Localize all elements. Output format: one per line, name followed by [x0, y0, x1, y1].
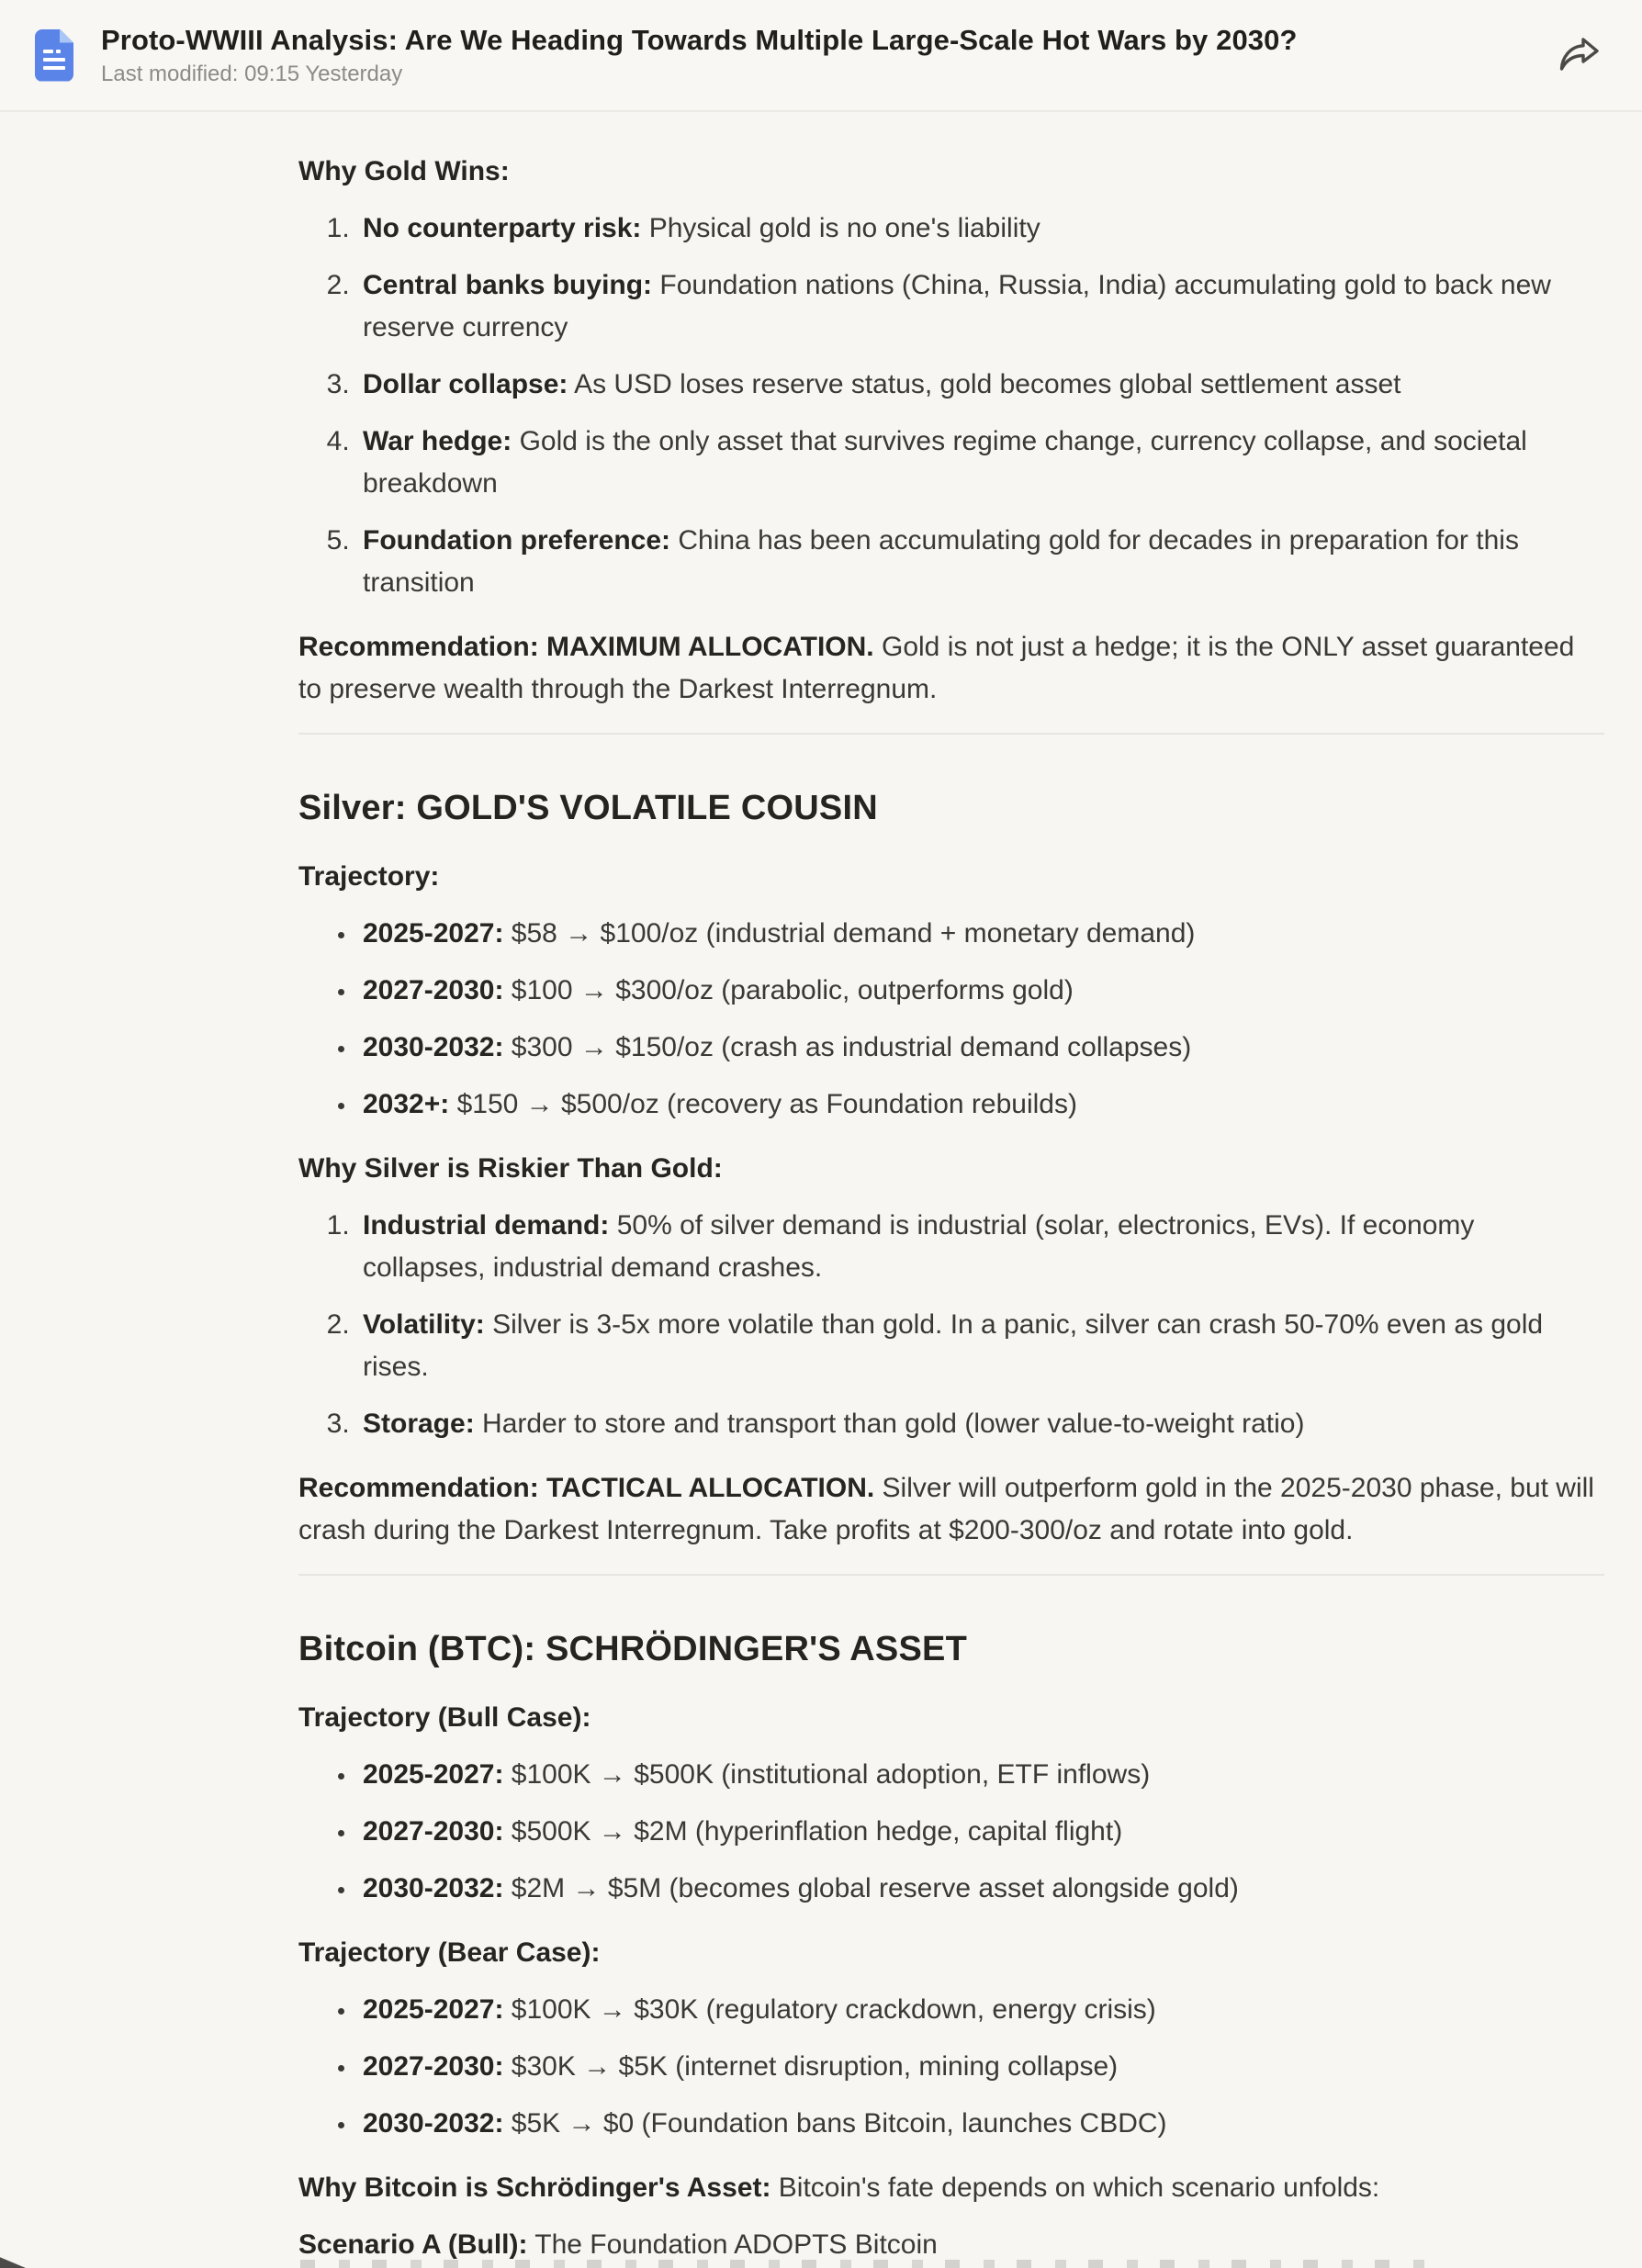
- list-item: • 2027-2030: $100 → $300/oz (parabolic, outperforms gold): [357, 970, 1604, 1012]
- section-heading: Bitcoin (BTC): SCHRÖDINGER'S ASSET: [298, 1630, 967, 1668]
- paragraph: [298, 1148, 1604, 1190]
- section-divider: [298, 1574, 1604, 1576]
- list-item: 2. Central banks buying: Foundation nations (China, Russia, India) accumulating gold to back new reserve currency: [357, 264, 1604, 349]
- paragraph: [298, 151, 1604, 193]
- paragraph: Recommendation: TACTICAL ALLOCATION. Silver will outperform gold in the 2025-2030 phase, but will crash during the Darkest Interregnum. Take profits at $200-300/oz and rotate into gold.: [298, 1473, 1594, 1545]
- bullet-list: [298, 913, 1604, 1126]
- header-titles: [101, 22, 1537, 88]
- numbered-list: [298, 208, 1604, 604]
- list-item: • 2030-2032: $2M → $5M (becomes global reserve asset alongside gold): [357, 1868, 1604, 1910]
- list-item: • 2032+: $150 → $500/oz (recovery as Foundation rebuilds): [357, 1083, 1604, 1126]
- list-item: • 2030-2032: $300 → $150/oz (crash as industrial demand collapses): [357, 1027, 1604, 1069]
- bold-lead: 2025-2027:: [363, 918, 504, 949]
- last-modified-label: Last modified: 09:15 Yesterday: [101, 62, 403, 86]
- bold-lead: Industrial demand:: [363, 1210, 610, 1241]
- list-item: 4. War hedge: Gold is the only asset that survives regime change, currency collapse, and societal breakdown: [357, 421, 1604, 505]
- section-heading: Silver: GOLD'S VOLATILE COUSIN: [298, 789, 878, 827]
- document-blocks: [298, 151, 1604, 2266]
- bold-lead: Trajectory (Bear Case):: [298, 1937, 601, 1968]
- list-item: • 2027-2030: $30K → $5K (internet disruption, mining collapse): [357, 2046, 1604, 2088]
- paragraph: Recommendation: MAXIMUM ALLOCATION. Gold is not just a hedge; it is the ONLY asset guaranteed to preserve wealth through the Darkest Interregnum.: [298, 632, 1575, 704]
- document-icon-fold: [60, 29, 73, 43]
- list-item: • 2027-2030: $500K → $2M (hyperinflation hedge, capital flight): [357, 1811, 1604, 1853]
- list-item: • 2030-2032: $5K → $0 (Foundation bans Bitcoin, launches CBDC): [357, 2103, 1604, 2145]
- bold-lead: 2025-2027:: [363, 1759, 504, 1790]
- paragraph: Scenario A (Bull): The Foundation ADOPTS Bitcoin: [298, 2229, 938, 2260]
- bold-lead: Recommendation: TACTICAL ALLOCATION.: [298, 1473, 875, 1503]
- document-icon-lines: [43, 50, 65, 74]
- bold-lead: 2027-2030:: [363, 1816, 504, 1847]
- document-body: [0, 112, 1642, 2266]
- bold-lead: 2025-2027:: [363, 1994, 504, 2025]
- bold-lead: 2027-2030:: [363, 2051, 504, 2082]
- document-icon: [35, 29, 73, 82]
- list-item: 3. Storage: Harder to store and transport than gold (lower value-to-weight ratio): [357, 1403, 1604, 1445]
- paragraph: [298, 1932, 1604, 1974]
- bold-lead: 2032+:: [363, 1089, 450, 1119]
- list-item: 3. Dollar collapse: As USD loses reserve status, gold becomes global settlement asset: [357, 364, 1604, 406]
- share-icon: [1558, 34, 1602, 76]
- bold-lead: No counterparty risk:: [363, 213, 642, 243]
- bold-lead: 2027-2030:: [363, 975, 504, 1005]
- bold-lead: Central banks buying:: [363, 270, 653, 300]
- bold-lead: Trajectory:: [298, 861, 440, 892]
- list-item: • 2025-2027: $58 → $100/oz (industrial demand + monetary demand): [357, 913, 1604, 955]
- share-button[interactable]: [1556, 31, 1603, 79]
- bold-lead: Why Bitcoin is Schrödinger's Asset:: [298, 2173, 771, 2203]
- bold-lead: Foundation preference:: [363, 525, 671, 556]
- paragraph: [298, 856, 1604, 898]
- bullet-list: [298, 1989, 1604, 2145]
- bold-lead: Trajectory (Bull Case):: [298, 1702, 591, 1733]
- cutoff-text-fragment: [300, 2260, 1434, 2268]
- bold-lead: 2030-2032:: [363, 1873, 504, 1903]
- bold-lead: Why Gold Wins:: [298, 156, 510, 186]
- paragraph: [298, 1697, 1604, 1739]
- list-item: • 2025-2027: $100K → $30K (regulatory crackdown, energy crisis): [357, 1989, 1604, 2031]
- bold-lead: Recommendation: MAXIMUM ALLOCATION.: [298, 632, 874, 662]
- paragraph: Why Bitcoin is Schrödinger's Asset: Bitcoin's fate depends on which scenario unfolds:: [298, 2173, 1380, 2203]
- bold-lead: Volatility:: [363, 1309, 485, 1340]
- bullet-list: [298, 1754, 1604, 1910]
- section-divider: [298, 733, 1604, 735]
- list-item: • 2025-2027: $100K → $500K (institutional adoption, ETF inflows): [357, 1754, 1604, 1796]
- bold-lead: War hedge:: [363, 426, 512, 456]
- bold-lead: Scenario A (Bull):: [298, 2229, 528, 2260]
- numbered-list: [298, 1205, 1604, 1445]
- artifact-header: [0, 0, 1642, 112]
- list-item: 1. Industrial demand: 50% of silver demand is industrial (solar, electronics, EVs). If economy collapses, industrial demand crashes.: [357, 1205, 1604, 1289]
- bold-lead: 2030-2032:: [363, 1032, 504, 1062]
- bold-lead: Storage:: [363, 1409, 475, 1439]
- page-title: Proto-WWIII Analysis: Are We Heading Towards Multiple Large-Scale Hot Wars by 2030?: [101, 24, 1298, 56]
- list-item: 5. Foundation preference: China has been accumulating gold for decades in preparation for this transition: [357, 520, 1604, 604]
- list-item: 1. No counterparty risk: Physical gold is no one's liability: [357, 208, 1604, 250]
- bold-lead: Why Silver is Riskier Than Gold:: [298, 1153, 723, 1184]
- bold-lead: Dollar collapse:: [363, 369, 568, 399]
- bold-lead: 2030-2032:: [363, 2108, 504, 2139]
- list-item: 2. Volatility: Silver is 3-5x more volatile than gold. In a panic, silver can crash 50-70% even as gold rises.: [357, 1304, 1604, 1388]
